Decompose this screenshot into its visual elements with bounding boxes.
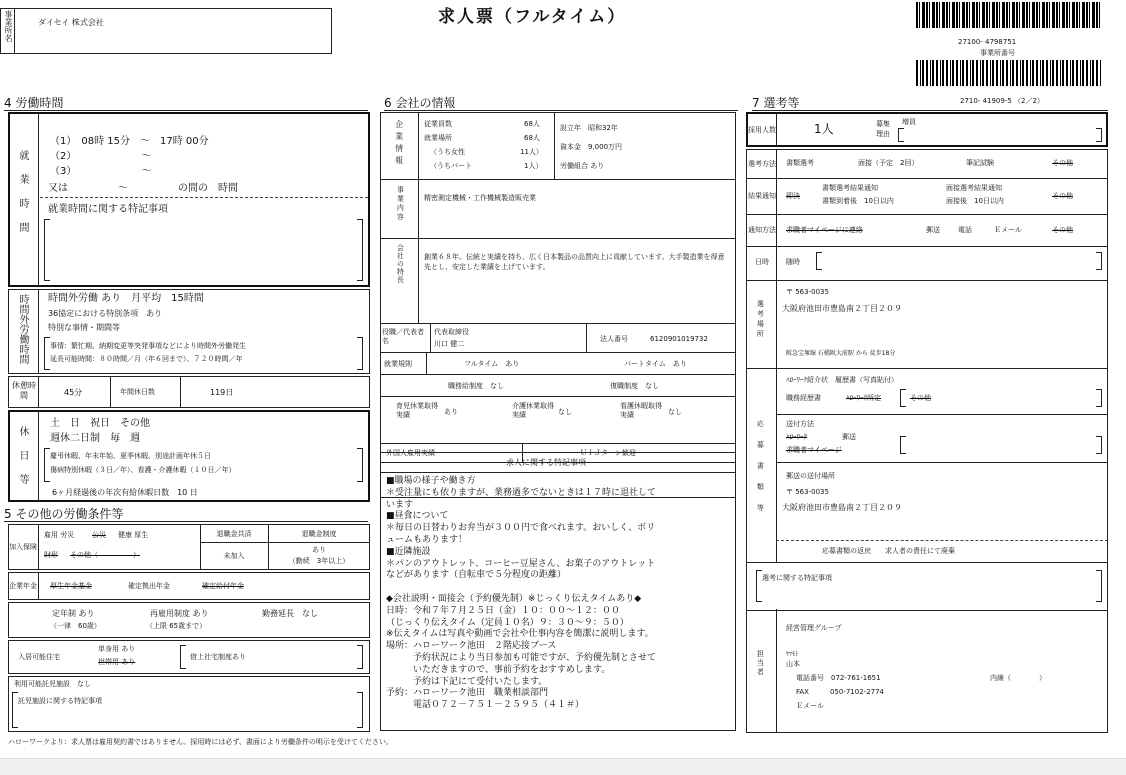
special-line: ◆会社説明・面接会（予約優先制）※じっくり伝えタイムあり◆ (386, 593, 642, 604)
corp-no-label: 法人番号 (600, 335, 628, 343)
method-3: 筆記試験 (966, 159, 994, 167)
company-label: 事業所名 (4, 10, 13, 42)
place-access: 阪急宝塚線 石橋阪大前駅 から 徒歩18分 (786, 350, 896, 357)
result-3b: 面接後 10日以内 (946, 197, 1004, 205)
special-line: などがあります（自転車で５分程度の距離） (386, 570, 567, 581)
mail-title: 郵送の送付場所 (786, 472, 835, 480)
barcode-2 (916, 60, 1102, 86)
special-line: ■昼食について (386, 511, 449, 522)
work-line-4: 又は ～ の間の 時間 (48, 183, 238, 194)
info-label: 企業情報 (394, 120, 404, 168)
ins-2b: その他（ ） (70, 551, 140, 559)
job-special-title: 求人に関する特記事項 (506, 458, 586, 467)
special-line: ＊パンのアウトレット、コーヒー豆屋さん、お菓子のアウトレット (386, 558, 656, 569)
ot-line-4: 事情：繁忙期、納期変更等突発事項などにより時間外労働発生 (50, 342, 246, 350)
company-name: ダイセイ 株式会社 (38, 18, 104, 27)
ot-line-5: 延長可能時間：８０時間／月（年６回まで）、７２０時間／年 (50, 355, 243, 363)
housing-label: 入居可能住宅 (18, 653, 60, 661)
emp-4v: 1人） (524, 162, 543, 170)
emp-1v: 68人 (524, 120, 540, 128)
emp-3: （うち女性 (430, 148, 465, 156)
childcare: 利用可能託児施設 なし (14, 680, 91, 688)
special-line: 予約：ハローワーク池田 職業相談部門 (386, 688, 549, 699)
ot-line-1: 時間外労働 あり 月平均 15時間 (48, 293, 204, 304)
notice-4: Ｅメール (994, 226, 1022, 234)
emp-4: （うちパート (430, 162, 472, 170)
retire-mutual-value: 未加入 (223, 551, 245, 560)
hire-value: 1人 (814, 122, 834, 136)
sel-special: 選考に関する特記事項 (762, 574, 832, 582)
page-title: 求人票（フルタイム） (438, 7, 627, 27)
place-address: 大阪府池田市豊島南２丁目２０９ (782, 304, 902, 313)
result-3: 面接選考結果通知 (946, 184, 1002, 192)
result-label: 結果通知 (748, 191, 776, 200)
break-label: 休憩時間 (12, 381, 36, 400)
rep-fax: FAX 050-7102-2774 (796, 688, 885, 696)
ot-line-3: 特別な事情・期間等 (48, 323, 120, 332)
barcode-number-1: 27100- 4798751 (958, 38, 1017, 46)
date-value: 随時 (786, 258, 800, 266)
mail-zip: 〒 563-0035 (786, 488, 829, 496)
emp-3v: 11人） (520, 148, 543, 156)
retire-mutual: 退職金共済 (216, 529, 252, 538)
hire-reason-b: 理由 (876, 130, 890, 138)
emp-1: 従業員数 (424, 120, 452, 128)
feat-label: 会社の特長 (396, 244, 405, 284)
ins-2a: 財形 (44, 551, 58, 559)
rep-mail: Ｅメール (796, 702, 824, 710)
special-line: ュームもあります！ (386, 534, 468, 545)
retire-system-value: あり (312, 545, 326, 554)
notice-label: 通知方法 (748, 225, 776, 234)
notice-5: その他 (1052, 226, 1073, 234)
special-line: ＊毎日の日替わりお弁当が３００円で食べれます。おいしく、ボリ (386, 523, 656, 534)
retire-age-sub: （一律 60歳） (50, 622, 101, 630)
hire-label: 採用人数 (748, 125, 776, 134)
date-label: 日時 (755, 257, 769, 266)
send-3: 求職者マイページ (786, 446, 842, 454)
rep-kana: ﾔﾏﾓﾄ (786, 651, 799, 658)
off-line-3: 慶弔休暇、年末年始、夏季休暇、別途計画年休５日 (50, 452, 211, 460)
rep-label-7: 担当者 (756, 650, 765, 677)
retire-system: 退職金制度 (301, 529, 337, 538)
docs-1: ﾊﾛｰﾜｰｸ紹介状 履歴書（写真貼付） (786, 376, 898, 384)
rep-name: 川口 健二 (434, 340, 465, 348)
foreign-label: 外国人雇用実績 (386, 449, 435, 457)
pension-1: 厚生年金基金 (50, 582, 92, 590)
rules-part: パートタイム あり (624, 360, 687, 368)
rules-full: フルタイム あり (464, 360, 520, 368)
method-4: その他 (1052, 159, 1073, 167)
method-label: 選考方法 (748, 159, 776, 168)
retire-age: 定年制 あり (52, 609, 95, 618)
retire-system-sub: （勤続 3年以上） (288, 556, 350, 565)
leave-3v: なし (668, 408, 682, 416)
ins-1: 雇用 労災 (44, 531, 75, 539)
reinstate: 復職制度 なし (610, 382, 659, 390)
sec7-title: 7 選考等 (752, 96, 1108, 111)
off-label: 休日等 (17, 426, 28, 498)
housing-2: 世帯用 あり (98, 658, 136, 666)
rep-title: 代表取締役 (434, 328, 469, 336)
off-line-4: 傷病特別休暇（３日／年）、看護・介護休暇（１０日／年） (50, 466, 236, 474)
special-line: 予約は下記にて受付いたします。 (386, 676, 548, 687)
sec6-title: 6 会社の情報 (384, 96, 738, 111)
off-line-5: 6ヶ月経過後の年次有給休暇日数 10 日 (52, 488, 198, 497)
hire-reason-val: 増員 (902, 118, 916, 126)
break-value: 45分 (64, 388, 83, 397)
extend: 勤務延長 なし (262, 609, 318, 618)
ins-1b: 公災 (92, 531, 106, 539)
pension-2: 確定拠出年金 (128, 582, 170, 590)
rep-tel: 電話番号 072-761-1651 (796, 674, 881, 682)
sec5-title: 5 その他の労働条件等 (4, 507, 368, 522)
job-special-lines (386, 476, 732, 712)
barcode-number-2: 2710- 41909-5 （2／2） (960, 97, 1044, 105)
leave-1v: あり (444, 408, 458, 416)
rep-name-7: 山本 (786, 660, 800, 668)
leave-2: 介護休業取得実績 (512, 402, 554, 420)
biz-label: 事業内容 (396, 186, 405, 222)
leave-3: 看護休暇取得実績 (620, 402, 662, 420)
place-zip: 〒 563-0035 (786, 288, 829, 296)
rehire-sub: （上限 65歳まで） (146, 622, 207, 630)
work-special-title: 就業時間に関する特記事項 (48, 204, 168, 215)
docs-label: 応募書類等 (756, 420, 765, 525)
method-1: 書類選考 (786, 159, 814, 167)
rep-dept: 経営管理グループ (786, 624, 842, 632)
special-line: ＊受注量にも依りますが、業務過多でないときは１７時に退社して (386, 487, 657, 498)
special-line (386, 582, 732, 594)
pension-3: 確定給付年金 (202, 582, 244, 590)
special-line: いただきますので、事前予約をおすすめします。 (386, 664, 611, 675)
special-line: ■近隣施設 (386, 546, 431, 557)
rules-label: 就業規則 (384, 360, 412, 368)
special-line: 電話０７２－７５１－２５９５（４１＃） (386, 700, 585, 711)
barcode-caption: 事業所番号 (980, 49, 1015, 57)
holidays-label: 年間休日数 (120, 388, 155, 396)
sec4-title: 4 労働時間 (4, 96, 368, 111)
method-2: 面接（予定 2回） (858, 159, 919, 167)
result-2: 書類選考結果通知 (822, 184, 878, 192)
result-4: その他 (1052, 192, 1073, 200)
docs-2c: その他 (910, 394, 931, 402)
send-2: 郵送 (842, 433, 856, 441)
leave-1: 育児休業取得実績 (396, 402, 438, 420)
special-line: 場所：ハローワーク池田 ２階応接ブース (386, 641, 557, 652)
job-pay-system: 職務給制度 なし (448, 382, 504, 390)
feat-content: 創業６８年。伝統と実績を持ち、広く日本製品の品質向上に貢献しています。大手製造業を得意先とし、安定した業績を上げています。 (424, 253, 725, 272)
off-line-2: 週休二日制 毎 週 (50, 433, 140, 444)
place-label: 選考場所 (756, 300, 765, 340)
docs-2: 職務経歴書 (786, 394, 821, 402)
insurance-label: 加入保険 (9, 542, 37, 551)
company-box (0, 8, 332, 54)
special-line: ■職場の様子や働き方 (386, 476, 476, 486)
notice-2: 郵送 (926, 226, 940, 234)
work-line-2: （2） ～ (50, 151, 152, 162)
hire-reason-a: 募集 (876, 120, 890, 128)
leave-2v: なし (558, 408, 572, 416)
capital: 資本金 9,000万円 (560, 143, 623, 151)
emp-2: 就業場所 (424, 134, 452, 142)
footer-note: ハローワークより：求人票は雇用契約書ではありません。採用時には必ず、書面により労働条件の明示を受けてください。 (8, 738, 393, 746)
special-line: 日時：令和７年７月２５日（金）１０：００～１２：００ (386, 605, 621, 616)
work-hours-label: 就業時間 (17, 150, 28, 246)
barcode-1 (916, 2, 1102, 28)
docs-2b: ﾊﾛｰﾜｰｸ所定 (846, 394, 881, 402)
return-note: 応募書類の返戻 求人者の責任にて廃棄 (822, 547, 955, 555)
established: 設立年 昭和32年 (560, 124, 618, 132)
corp-no: 6120901019732 (650, 335, 708, 343)
work-line-1: （1） 08時 15分 ～ 17時 00分 (50, 136, 209, 147)
holidays-value: 119日 (210, 388, 234, 397)
send-title: 送付方法 (786, 420, 814, 428)
special-line: ※伝えタイムは写真や動画で会社や仕事内容を簡潔に説明します。 (386, 629, 654, 640)
work-line-3: （3） ～ (50, 166, 152, 177)
retire-age-box (8, 602, 370, 638)
uij-turn: ＵＩＪターン歓迎 (580, 449, 636, 457)
mail-address: 大阪府池田市豊島南２丁目２０９ (782, 503, 902, 512)
special-line: います (386, 499, 414, 510)
result-1: 即決 (786, 192, 800, 200)
childcare-note: 託児施設に関する特記事項 (18, 697, 102, 705)
special-line: 予約状況により当日参加も可能ですが、予約優先制とさせて (386, 652, 657, 663)
rehire: 再雇用制度 あり (150, 609, 209, 618)
notice-1: 求職者マイページに連絡 (786, 226, 863, 234)
overtime-label: 時間外労働時間 (17, 294, 28, 364)
ot-line-2: 36協定における特別条項 あり (48, 309, 163, 318)
off-line-1: 土 日 祝日 その他 (50, 418, 150, 429)
break-box (8, 376, 370, 408)
result-2b: 書類到着後 10日以内 (822, 197, 894, 205)
rep-label: 役職／代表者名 (382, 328, 424, 346)
biz-content: 精密測定機械・工作機械製造販売業 (424, 194, 536, 202)
notice-3: 電話 (958, 226, 972, 234)
rep-ext: 内線（ ） (990, 674, 1046, 682)
housing-3: 借上社宅制度あり (190, 653, 246, 661)
ins-1c: 健康 厚生 (118, 531, 149, 539)
emp-2v: 68人 (524, 134, 540, 142)
page-bottom-bar (0, 758, 1126, 775)
special-line: （じっくり伝えタイム（定員１０名）９：３０～９：５０） (386, 617, 629, 628)
hire-box (746, 112, 1108, 147)
pension-label: 企業年金 (9, 581, 37, 590)
housing-box (8, 640, 370, 674)
union: 労働組合 あり (560, 162, 605, 170)
send-1: ﾊﾛｰﾜｰｸ (786, 433, 807, 441)
housing-1: 単身用 あり (98, 645, 136, 653)
